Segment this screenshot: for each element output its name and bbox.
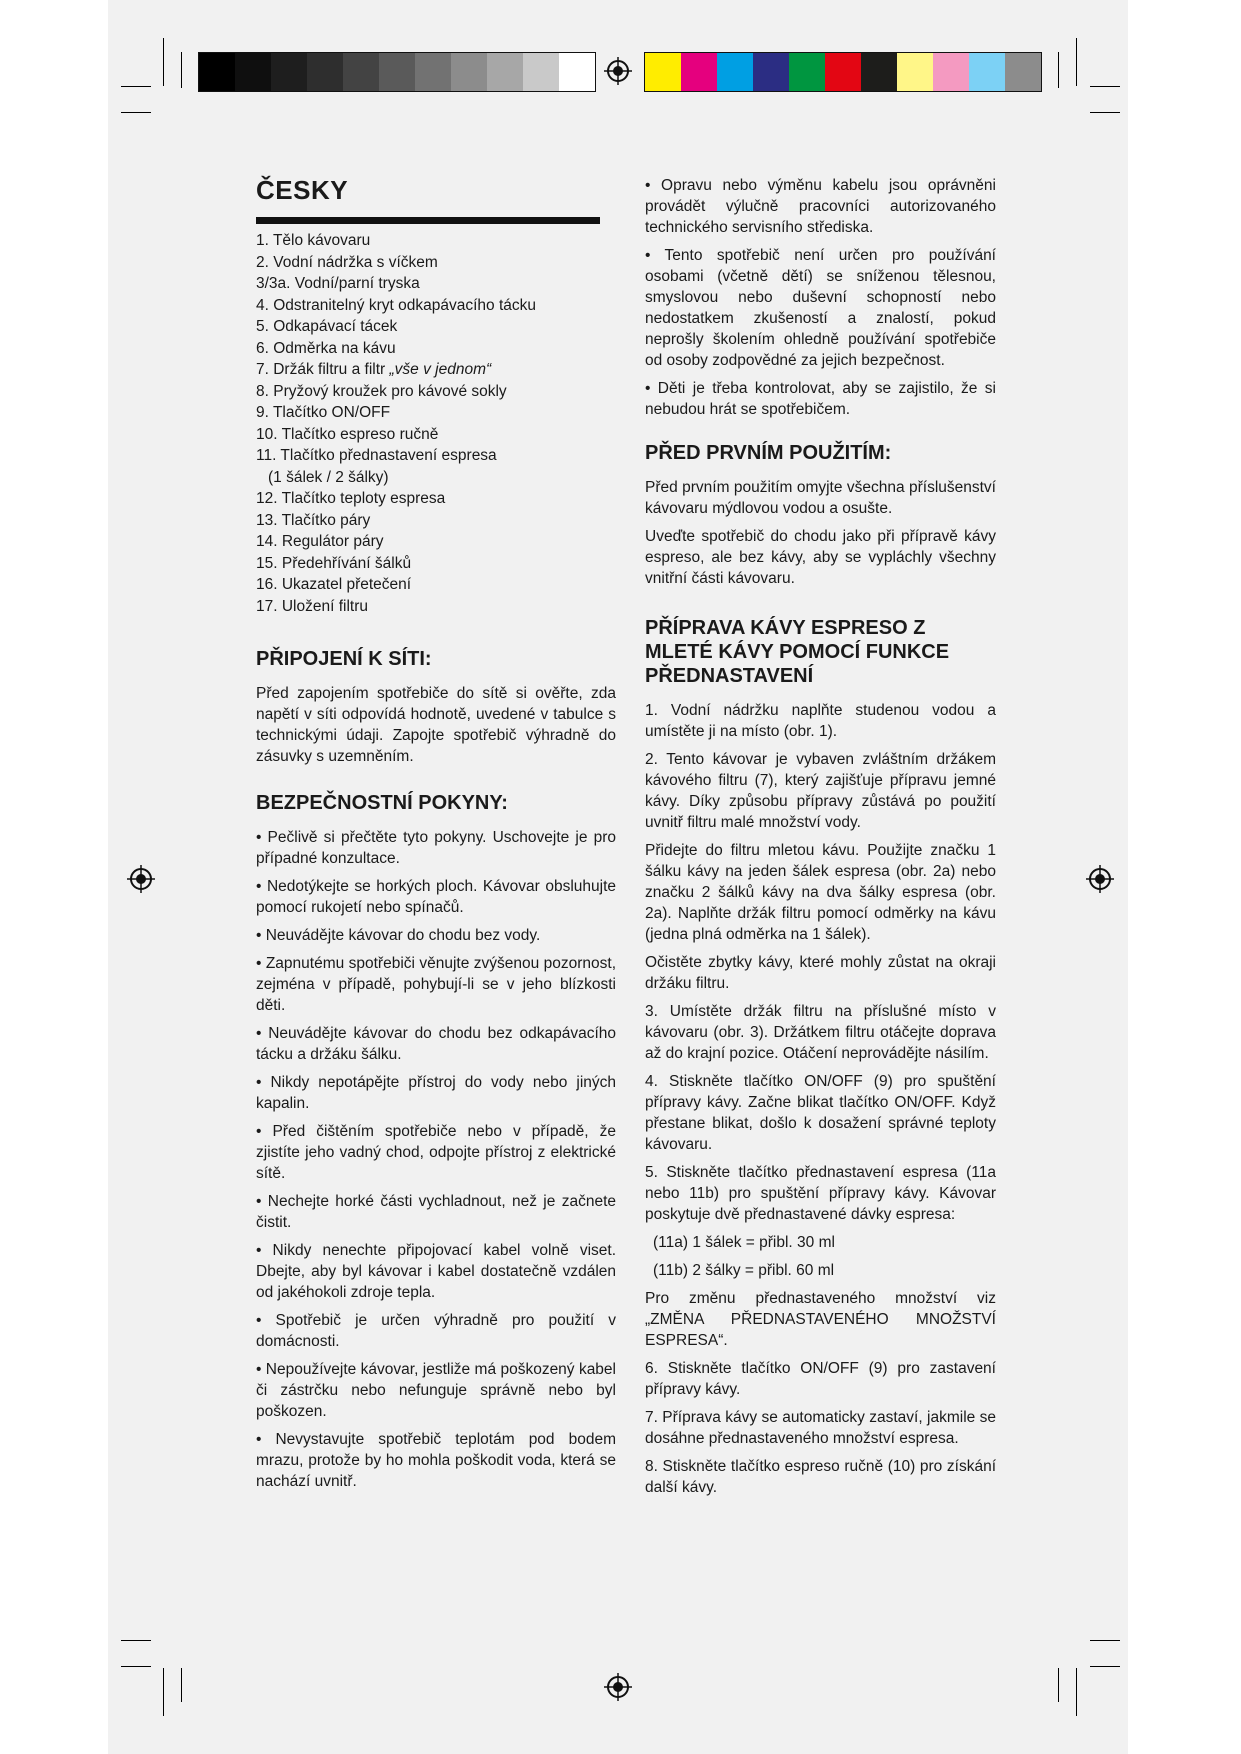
step-item: (11b) 2 šálky = přibl. 60 ml (653, 1262, 835, 1279)
safety-item: • Nedotýkejte se horkých ploch. Kávovar obsluhujte pomocí rukojetí nebo spínačů. (256, 878, 616, 916)
connection-heading: PŘIPOJENÍ K SÍTI: (256, 648, 432, 670)
connection-text: Před zapojením spotřebiče do sítě si ověřte, zda napětí v síti odpovídá hodnotě, uvedené v tabulce s technickými údaji. Zapojte spotřebič výhradně do zásuvky s uzemněním. (256, 685, 616, 765)
part-item: 11. Tlačítko přednastavení espresa (256, 447, 497, 464)
step-item: Očistěte zbytky kávy, které mohly zůstat na okraji držáku filtru. (645, 954, 996, 992)
part-item: 8. Pryžový kroužek pro kávové sokly (256, 382, 507, 400)
registration-mark-icon (126, 864, 156, 894)
step-item: 7. Příprava kávy se automaticky zastaví, jakmile se dosáhne přednastaveného množství espresa. (645, 1409, 996, 1447)
crop-mark (121, 1640, 151, 1641)
crop-mark (121, 86, 151, 87)
part-item: 1. Tělo kávovaru (256, 232, 371, 249)
part-item: 16. Ukazatel přetečení (256, 576, 412, 593)
step-item: 3. Umístěte držák filtru na příslušné místo v kávovaru (obr. 3). Držátkem filtru otáčejte doprava až do krajní pozice. Otáčení neprovádějte násilím. (645, 1003, 996, 1062)
registration-mark-icon (603, 56, 633, 86)
crop-mark (121, 1666, 151, 1667)
step-item: 6. Stiskněte tlačítko ON/OFF (9) pro zastavení přípravy kávy. (645, 1360, 996, 1398)
safety-item: • Pečlivě si přečtěte tyto pokyny. Uschovejte je pro případné konzultace. (256, 829, 616, 867)
step-item: 5. Stiskněte tlačítko přednastavení espresa (11a nebo 11b) pro spuštění přípravy kávy. Kávovar poskytuje dvě přednastavené dávky espresa: (645, 1164, 996, 1223)
crop-mark (1076, 1668, 1077, 1716)
part-item: 7. Držák filtru a filtr „vše v jednom“ (256, 361, 492, 378)
color-swatch (825, 53, 861, 91)
espresso-steps (645, 700, 996, 1498)
color-swatch (753, 53, 789, 91)
safety-item: • Opravu nebo výměnu kabelu jsou oprávněni provádět výlučně pracovníci autorizovaného technického servisního střediska. (645, 177, 996, 236)
color-swatch (271, 53, 307, 91)
safety-item: • Před čištěním spotřebiče nebo v případě, že zjistíte jeho vadný chod, odpojte přístroj z elektrické sítě. (256, 1123, 616, 1182)
color-swatch (307, 53, 343, 91)
part-item: 6. Odměrka na kávu (256, 339, 396, 357)
part-item: 4. Odstranitelný kryt odkapávacího tácku (256, 296, 537, 314)
registration-mark-icon (603, 1672, 633, 1702)
safety-item: • Nepoužívejte kávovar, jestliže má poškozený kabel či zástrčku nebo nefunguje správně nebo byl poškozen. (256, 1361, 616, 1420)
part-item: 12. Tlačítko teploty espresa (256, 490, 446, 507)
part-item: 14. Regulátor páry (256, 533, 384, 550)
left-column (256, 175, 616, 1499)
part-item: 13. Tlačítko páry (256, 511, 371, 529)
safety-item: • Neuvádějte kávovar do chodu bez odkapávacího tácku a držáku šálku. (256, 1025, 616, 1063)
crop-mark (1058, 1668, 1059, 1702)
part-item: 15. Předehřívání šálků (256, 554, 412, 572)
color-swatch (933, 53, 969, 91)
step-item: 2. Tento kávovar je vybaven zvláštním držákem kávového filtru (7), který zajišťuje přípravu jemné kávy. Díky způsobu přípravy zůstává po použití uvnitř filtru malé množství vody. (645, 751, 996, 831)
parts-list (256, 230, 616, 617)
step-item: 1. Vodní nádržku naplňte studenou vodou a umístěte ji na místo (obr. 1). (645, 702, 996, 740)
safety-item: • Nechejte horké části vychladnout, než je začnete čistit. (256, 1193, 616, 1231)
crop-mark (163, 38, 164, 86)
step-item: 8. Stiskněte tlačítko espreso ručně (10) pro získání další kávy. (645, 1458, 996, 1496)
first-use-text (645, 477, 996, 589)
part-item: (1 šálek / 2 šálky) (268, 468, 389, 486)
color-swatch (559, 53, 595, 91)
color-swatch (717, 53, 753, 91)
registration-mark-icon (1085, 864, 1115, 894)
color-swatch (415, 53, 451, 91)
color-swatch (897, 53, 933, 91)
color-swatch (379, 53, 415, 91)
espresso-heading: PŘÍPRAVA KÁVY ESPRESO Z MLETÉ KÁVY POMOCÍ FUNKCE PŘEDNASTAVENÍ (645, 617, 950, 687)
safety-item: • Nevystavujte spotřebič teplotám pod bodem mrazu, protože by ho mohla poškodit voda, která se nachází uvnitř. (256, 1431, 616, 1490)
safety-heading: BEZPEČNOSTNÍ POKYNY: (256, 792, 508, 814)
page-title: ČESKY (256, 175, 349, 205)
crop-mark (1090, 1666, 1120, 1667)
right-column (645, 175, 996, 1505)
color-swatch (969, 53, 1005, 91)
safety-item: • Tento spotřebič není určen pro používání osobami (včetně dětí) se sníženou tělesnou, smyslovou nebo duševní schopností nebo nedostatkem zkušeností a znalostí, pokud neprošly školením ohledně používání spotřebiče od osoby zodpovědné za jejich bezpečnost. (645, 247, 996, 369)
step-item: (11a) 1 šálek = přibl. 30 ml (653, 1234, 835, 1251)
color-swatch (199, 53, 235, 91)
crop-mark (1090, 86, 1120, 87)
crop-mark (181, 52, 182, 88)
step-item: Přidejte do filtru mletou kávu. Použijte značku 1 šálku kávy na jeden šálek espresa (obr. 2a) nebo značku 2 šálků kávy na dva šálky espresa (obr. 2a). Naplňte držák filtru pomocí odměrky na kávu (jedna plná odměrka na 1 šálek). (645, 842, 996, 943)
crop-mark (1076, 38, 1077, 86)
color-bar (644, 52, 1042, 92)
part-item: 9. Tlačítko ON/OFF (256, 404, 391, 421)
crop-mark (163, 1668, 164, 1716)
safety-list (256, 827, 616, 1492)
safety-item: • Neuvádějte kávovar do chodu bez vody. (256, 927, 541, 944)
safety-item: • Děti je třeba kontrolovat, aby se zajistilo, že si nebudou hrát se spotřebičem. (645, 380, 996, 418)
color-swatch (487, 53, 523, 91)
color-swatch (235, 53, 271, 91)
part-item: 17. Uložení filtru (256, 597, 368, 615)
color-swatch (451, 53, 487, 91)
step-item: Pro změnu přednastaveného množství viz „ZMĚNA PŘEDNASTAVENÉHO MNOŽSTVÍ ESPRESA“. (645, 1290, 996, 1349)
part-item: 5. Odkapávací tácek (256, 318, 398, 335)
crop-mark (181, 1668, 182, 1702)
crop-mark (1090, 112, 1120, 113)
crop-mark (1090, 1640, 1120, 1641)
paragraph: Před prvním použitím omyjte všechna příslušenství kávovaru mýdlovou vodou a osušte. (645, 479, 996, 517)
part-item: 3/3a. Vodní/parní tryska (256, 275, 420, 292)
first-use-heading: PŘED PRVNÍM POUŽITÍM: (645, 442, 892, 464)
color-swatch (343, 53, 379, 91)
crop-mark (1058, 52, 1059, 88)
safety-item: • Nikdy nenechte připojovací kabel volně viset. Dbejte, aby byl kávovar i kabel dostatečně vzdálen od jakéhokoli zdroje tepla. (256, 1242, 616, 1301)
color-swatch (681, 53, 717, 91)
step-item: 4. Stiskněte tlačítko ON/OFF (9) pro spuštění přípravy kávy. Začne blikat tlačítko ON/OFF. Když přestane blikat, došlo k dosažení správné teploty kávovaru. (645, 1073, 996, 1153)
paragraph: Uveďte spotřebič do chodu jako při přípravě kávy espreso, ale bez kávy, aby se vypláchly všechny vnitřní části kávovaru. (645, 528, 996, 587)
safety-item: • Spotřebič je určen výhradně pro použití v domácnosti. (256, 1312, 616, 1350)
color-swatch (1005, 53, 1041, 91)
safety-item: • Zapnutému spotřebiči věnujte zvýšenou pozornost, zejména v případě, pohybují-li se v jeho blízkosti děti. (256, 955, 616, 1014)
part-item: 2. Vodní nádržka s víčkem (256, 253, 438, 271)
safety-list-continued (645, 175, 996, 420)
color-swatch (861, 53, 897, 91)
safety-item: • Nikdy nepotápějte přístroj do vody nebo jiných kapalin. (256, 1074, 616, 1112)
color-swatch (789, 53, 825, 91)
color-swatch (523, 53, 559, 91)
part-item: 10. Tlačítko espreso ručně (256, 425, 439, 443)
crop-mark (121, 112, 151, 113)
grayscale-bar (198, 52, 596, 92)
title-rule (256, 217, 600, 224)
color-swatch (645, 53, 681, 91)
